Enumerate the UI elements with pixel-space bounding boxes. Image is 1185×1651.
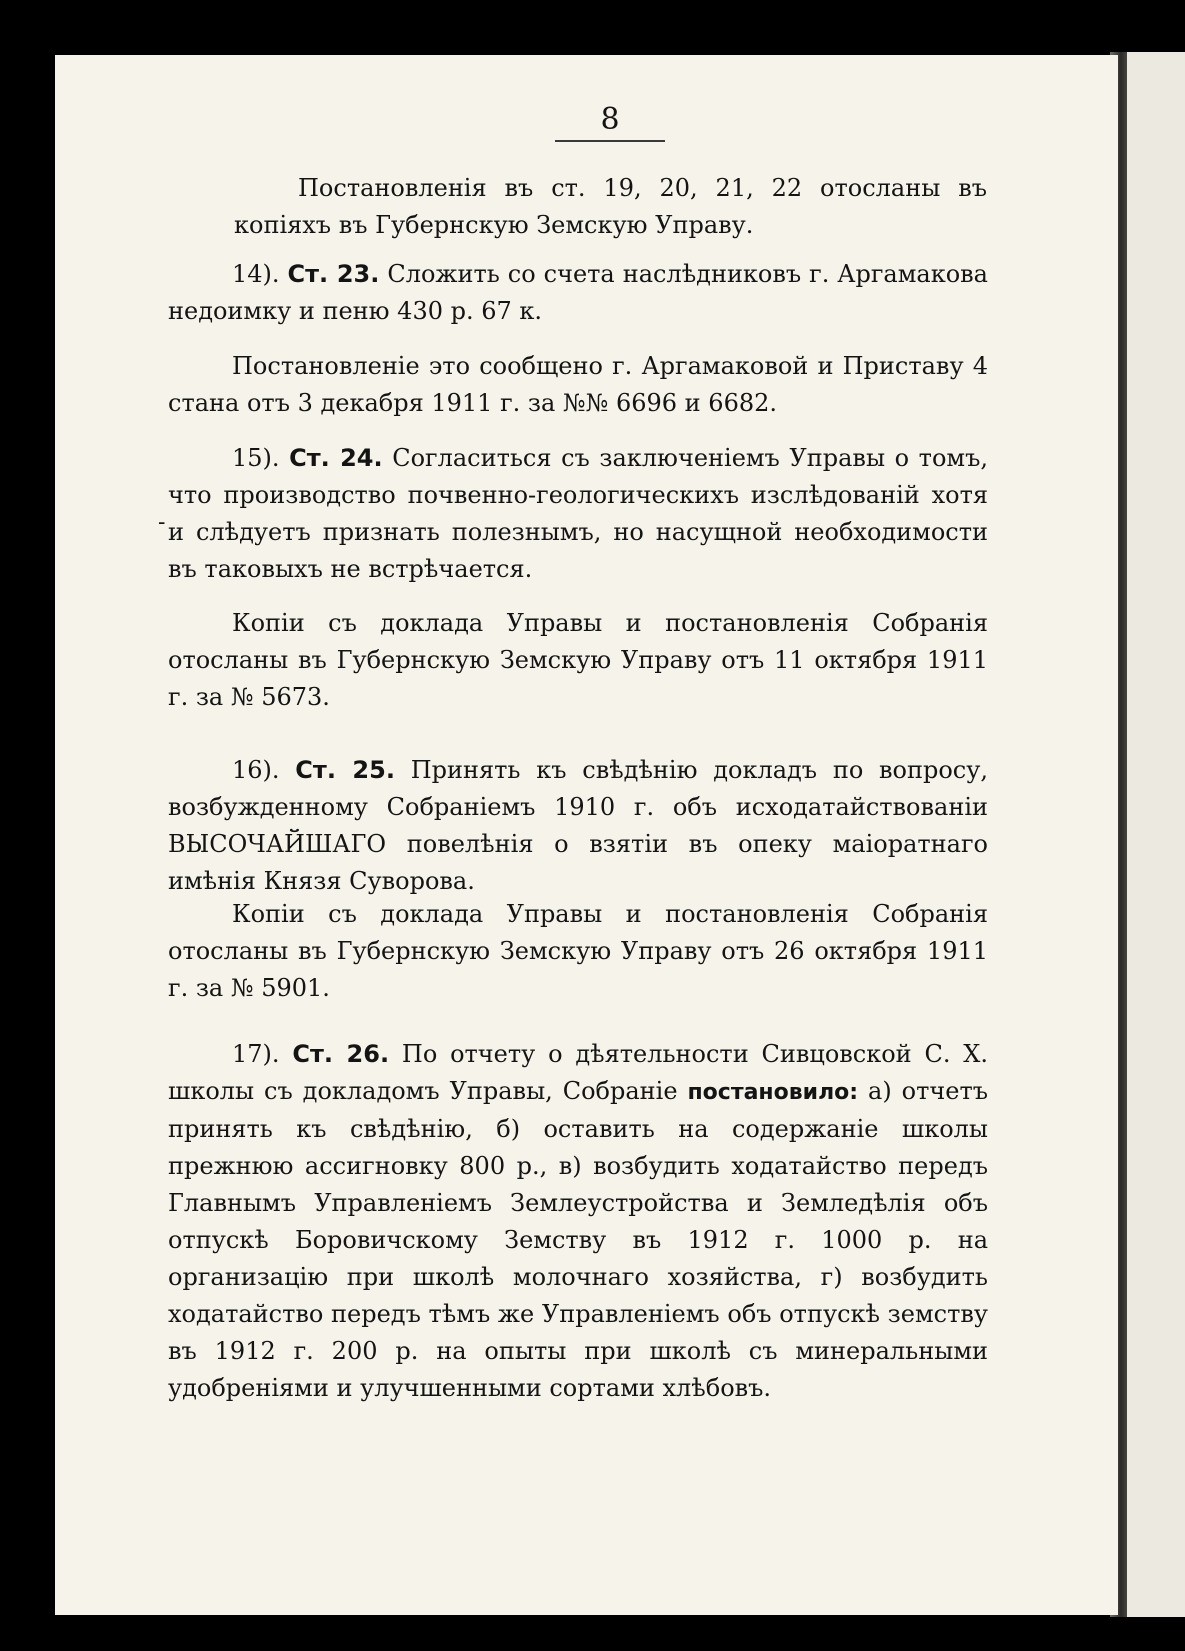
article-ref: Ст. 24. (289, 444, 383, 472)
item-text: Сложить со счета наслѣдниковъ г. Аргамакова недоимку и пеню 430 р. 67 к. (168, 260, 988, 325)
item-number: 16). (232, 756, 280, 784)
item-text: Принять къ свѣдѣнію докладъ по вопросу, возбужденному Собраніемъ 1910 г. объ исходатайствованіи ВЫСОЧАЙШАГО повелѣнія о взятіи въ опеку маіоратнаго имѣнія Князя Суворова. (168, 756, 988, 895)
paragraph-7: Копіи съ доклада Управы и постановленія Собранія отосланы въ Губернскую Земскую Управу отъ 26 октября 1911 г. за № 5901. (168, 900, 988, 1002)
article-25-item (168, 752, 988, 900)
page-number: 8 (600, 102, 620, 137)
facing-page-edge (1127, 52, 1185, 1617)
item-text-part2: а) отчетъ принять къ свѣдѣнію, б) оставить на содержаніе школы прежнюю ассигновку 800 р., в) возбудить ходатайство передъ Главнымъ Управленіемъ Землеустройства и Земледѣлія объ отпускѣ Боровичскому Земству въ 1912 г. 1000 р. на организацію при школѣ молочнаго хозяйства, г) возбудить ходатайство передъ тѣмъ же Управленіемъ объ отпускѣ земству въ 1912 г. 200 р. на опыты при школѣ съ минеральными удобреніями и улучшенными сортами хлѣбовъ. (168, 1077, 988, 1402)
item-number: 14). (232, 260, 280, 288)
article-ref: Ст. 23. (287, 260, 380, 288)
margin-dash-mark: - (158, 510, 166, 535)
resolved-word: постановило: (687, 1080, 859, 1105)
article-ref: Ст. 25. (295, 756, 395, 784)
paragraph-5: Копіи съ доклада Управы и постановленія Собранія отосланы въ Губернскую Земскую Управу отъ 11 октября 1911 г. за № 5673. (168, 609, 988, 711)
item-number: 15). (232, 444, 280, 472)
article-ref: Ст. 26. (292, 1040, 390, 1068)
page-number-rule (555, 140, 665, 142)
article-24-item (168, 440, 988, 588)
item-number: 17). (232, 1040, 280, 1068)
article-23-item (168, 256, 988, 330)
item-text: Согласиться съ заключеніемъ Управы о томъ, что производство почвенно-геологическихъ изслѣдованій хотя и слѣдуетъ признать полезнымъ, но насущной необходимости въ таковыхъ не встрѣчается. (168, 444, 988, 583)
article-26-item (168, 1036, 988, 1407)
paragraph-3: Постановленіе это сообщено г. Аргамаковой и Приставу 4 стана отъ 3 декабря 1911 г. за №№ 6696 и 6682. (168, 352, 988, 417)
paragraph-1: Постановленія въ ст. 19, 20, 21, 22 отосланы въ копіяхъ въ Губернскую Земскую Управу. (234, 174, 987, 239)
item-text-part1: По отчету о дѣятельности Сивцовской С. Х. школы съ докладомъ Управы, Собраніе (168, 1040, 989, 1105)
